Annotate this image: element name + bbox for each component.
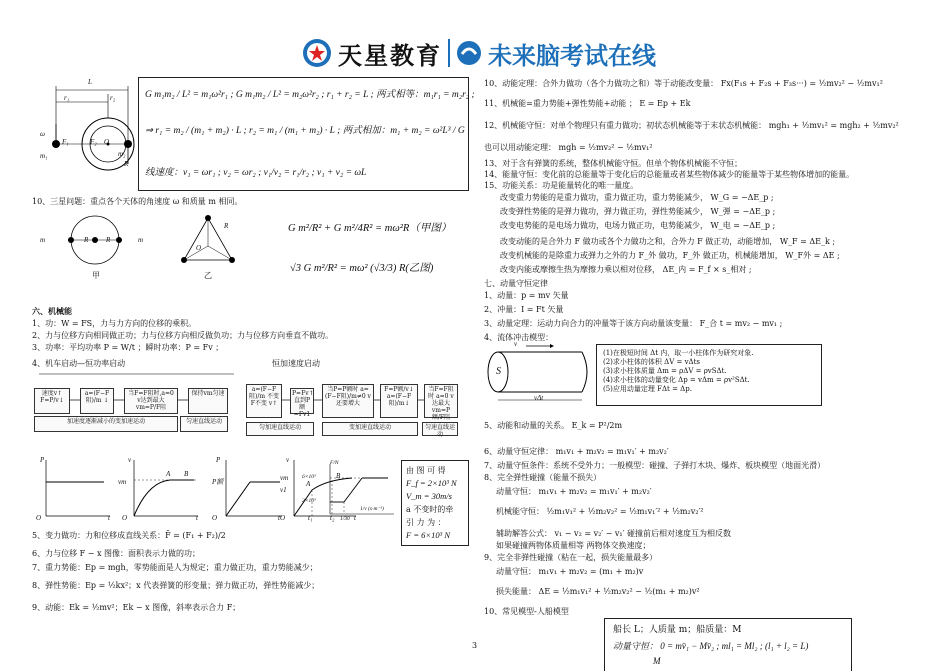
r-mom-7: 7、动量守恒条件：系统不受外力；一般模型：碰撞、子弹打木块、爆炸、板块模型（地面光滑） (484, 461, 826, 470)
graph-note-line-6: F = 6×10³ N (406, 530, 451, 540)
r-relation-2: 改变弹性势能的是弹力做功，弹力做正功，弹性势能减少， W_弹 = −ΔE_p ; (500, 207, 776, 216)
fluid-label-vdt: vΔt (534, 394, 544, 402)
flow-ca-box-5: 当F=F阻时 a=0 v达最大 vm=P额/F阻 (424, 384, 458, 418)
g3-xlabel: t (278, 514, 280, 522)
graph-note-line-4: a 不变时的牵 (406, 505, 454, 514)
flow-ca-box-2: P=Fv↑直到P额=Fv1 (292, 390, 314, 418)
label-m2: m₂ (118, 150, 126, 158)
r-item-15: 15、功能关系：功是能量转化的唯一量度。 (484, 181, 639, 190)
label-R: R (124, 160, 129, 168)
fluid-steps-box (596, 344, 822, 406)
flow-cp-box-1: 速度v↑ F=P/v↓ (34, 388, 70, 414)
r-mom-3: 3、动量定理：运动力向合力的冲量等于该方向动量该变量： F_合 t = mv₂ − mv₁ ; (484, 319, 783, 328)
item-5-variable-force: 5、变力做功：力和位移成直线关系：F̄ = (F₁ + F₂)/2 (32, 531, 226, 540)
item-7-gravity-pe: 7、重力势能：Ep = mgh，零势能面是人为规定；重力做正功，重力势能减少； (32, 563, 318, 572)
flow-ca-box-4: F=P额/v↓ a=(F−F阻)/m↓ (380, 384, 418, 418)
brand-tianxing: 天星教育 (338, 40, 442, 70)
graph-note-line-3: V_m = 30m/s (406, 491, 452, 501)
force-inverse-v-graph (322, 462, 396, 524)
item-2-sign: 2、力与位移方向相同做正功；力与位移方向相反做负功；力与位移方向垂直不做功。 (32, 331, 334, 340)
fluid-label-S: S (496, 366, 501, 377)
label-F1: F₁ (62, 138, 69, 146)
r-mom-8-equal-mass: 如果碰撞两物体质量相等 两物体交换速度； (496, 541, 651, 550)
binary-star-equations-box (138, 77, 475, 191)
label-m1: m₁ (40, 152, 48, 160)
r-relation-6: 改变内能或摩擦生热为摩擦力乘以相对位移， ΔE_内 = F_f × s_相对 ; (500, 265, 752, 274)
g4-B: B (336, 472, 341, 480)
graph-note-line-2: F_f = 2×10³ N (406, 478, 457, 488)
item-10-three-star: 10、三星问题：重点各个天体的角速度 ω 和质量 m 相同。 (32, 197, 243, 206)
r-alt-kinetic-theorem: 也可以用动能定理： mgh = ½mv₂² − ½mv₁² (484, 143, 653, 152)
g2-vm: vm (118, 478, 127, 486)
g5-tick-2e3: 2×10³ (302, 498, 316, 504)
r-item-12: 12、机械能守恒：对单个物理只有重力做功；初状态机械能等于末状态机械能： mgh₁ + ½mv₁² = mgh₂ + ½mv₂² (484, 121, 899, 130)
three-star-jia-diagram (50, 212, 140, 272)
g2-A: A (166, 470, 171, 478)
g1-origin: O (36, 514, 42, 522)
three-star-eq-jia: G m²/R² + G m²/4R² = mω²R（甲图） (288, 223, 452, 234)
binary-eq-3: 线速度：v₁ = ωr₁ ; v₂ = ωr₂ ; v₁/v₂ = r₁/r₂ ; v₁ + v₂ = ωL (145, 168, 367, 178)
g2-B: B (184, 470, 189, 478)
flow-cp-box-2: a=(F−F阻)/m ↓ (80, 388, 114, 414)
r-mom-2: 2、冲量：I = Ft 矢量 (484, 305, 564, 314)
r-relation-3: 改变电势能的是电场力做功，电场力做正功，电势能减少， W_电 = −ΔE_p ; (500, 221, 776, 230)
header-divider (448, 39, 450, 67)
r-mom-8-aux: 辅助解答公式： v₁ − v₂ = v₂′ − v₁′ 碰撞前后相对速度互为相反数 (496, 529, 731, 538)
section-7-title: 七、动量守恒定律 (484, 279, 548, 288)
jia-label-R-left: R (84, 236, 89, 244)
const-accel-title: 恒加速度启动 (272, 359, 320, 368)
three-star-yi-diagram (178, 214, 238, 266)
emblem-icon (302, 38, 332, 68)
item-1-work: 1、功：W = FS，力与力方向的位移的乘积。 (32, 319, 197, 328)
item-6-fx-graph: 6、力与位移 F − x 图像：面积表示力做的功； (32, 549, 201, 558)
car-start-flowcharts (34, 370, 458, 450)
label-F2: F₂ (90, 138, 97, 146)
r-item-13: 13、对于含有弹簧的系统，整体机械能守恒。但单个物体机械能不守恒； (484, 159, 743, 168)
r-relation-5: 改变机械能的是除重力或弹力之外的力 F_外 做功，F_外 做正功，机械能增加， W_F外 = ΔE ; (500, 251, 840, 260)
boat-line-2: 动量守恒： 0 = mv̄₁ − Mv̄₂ ; ml₁ = Ml₂ ; (l₁ + l₂ = L) (613, 641, 809, 651)
label-omega: ω (40, 130, 45, 138)
fluid-label-v: v (514, 340, 518, 348)
r-relation-4: 改变动能的是合外力 F 做功或各个力做功之和，合外力 F 做正功，动能增加， W_F = ΔE_k ; (500, 237, 836, 246)
binary-eq-1: G m₁m₂ / L² = m₁ω²r₁ ; G m₁m₂ / L² = m₂ω²r₂ ; r₁ + r₂ = L ; 两式相等：m₁r₁ = m₂r₂ ; (145, 90, 475, 100)
label-L: L (88, 78, 92, 86)
g2-ylabel: v (128, 456, 132, 464)
three-star-eq-yi: √3 G m²/R² = mω² (√3/3) R(乙图) (290, 263, 434, 274)
r-mom-8: 8、完全弹性碰撞（能量不损失） (484, 473, 602, 482)
g3-pe: P额 (212, 478, 224, 486)
r-mom-5: 5、动能和动量的关系。 E_k = P²/2m (484, 421, 623, 430)
brand-weilainao: 未来脑考试在线 (488, 42, 656, 70)
flow-ca-box-3: 当P=P额时 a=(F−F阻)/m≠0 v还要增大 (322, 384, 374, 418)
brain-logo-icon (456, 40, 482, 66)
graph-note-line-5: 引 力 为 ： (406, 518, 446, 527)
r-mom-4: 4、流体冲击模型： (484, 333, 554, 342)
r-mom-1: 1、动量：p = mv 矢量 (484, 291, 569, 300)
yi-label-R: R (224, 222, 229, 230)
g2-origin: O (122, 514, 128, 522)
flow-cp-box-4: 保持vm匀速 (188, 388, 228, 414)
page-number: 3 (472, 641, 478, 650)
r-mom-10: 10、常见模型-人船模型 (484, 607, 569, 616)
r-relation-1: 改变重力势能的是重力做功，重力做正功，重力势能减少， W_G = −ΔE_p ; (500, 193, 774, 202)
g4-t1: t₁ (308, 514, 313, 522)
flow-ca-under-1: 匀加速直线运动 (246, 422, 314, 436)
r-mom-6: 6、动量守恒定律： m₁v₁ + m₂v₂ = m₁v₁′ + m₂v₂′ (484, 447, 669, 456)
section-6-title: 六、机械能 (32, 306, 72, 316)
g4-xlabel: t (354, 514, 356, 522)
fluid-step-2: (2)求小柱体的体积 ΔV = vΔts (603, 358, 700, 366)
flow-cp-box-3: 当F=F阻时,a=0 v达到最大vm=P/F阻 (124, 388, 178, 414)
graph-note-line-1: 由 图 可 得 (406, 466, 446, 475)
boat-model-box (604, 618, 852, 671)
r-mom-9-momentum: 动量守恒： m₁v₁ + m₂v₂ = (m₁ + m₂)v (496, 567, 644, 576)
boat-line-1: 船长 L；人质量 m；船质量：M (613, 625, 742, 635)
g4-A: A (306, 480, 311, 488)
g3-ylabel: P (216, 456, 221, 464)
g2-xlabel: t (196, 514, 198, 522)
flow-ca-box-1: a=(F−F阻)/m 不变 F不变 v↑ (246, 384, 282, 418)
label-yi: 乙 (204, 271, 212, 280)
label-O: O (104, 138, 110, 146)
label-jia: 甲 (92, 271, 100, 280)
r-mom-8-energy: 机械能守恒： ½m₁v₁² + ½m₂v₂² = ½m₁v₁′² + ½m₂v₂′² (496, 507, 704, 516)
g4-v1: v1 (280, 486, 287, 494)
r-item-11: 11、机械能=重力势能+弹性势能+动能 ； E = Ep + Ek (484, 99, 691, 108)
item-8-elastic-pe: 8、弹性势能：Ep = ½kx²；x 代表弹簧的形变量；弹力做正功，弹性势能减少； (32, 581, 320, 590)
g4-origin: O (280, 514, 286, 522)
flow-ca-under-3: 匀速直线运动 (422, 422, 458, 436)
g5-xlabel: 1/v (s·m⁻¹) (360, 506, 384, 512)
flow-cp-under-2: 匀速直线运动 (180, 416, 228, 432)
fluid-step-3: (3)求小柱体质量 Δm = ρΔV = ρvSΔt. (603, 367, 727, 375)
r-mom-9: 9、完全非弹性碰撞（粘在一起，损失能量最多） (484, 553, 658, 562)
g4-ylabel: v (286, 456, 290, 464)
item-9-kinetic: 9、动能：Ek = ½mv²；Ek − x 图像，斜率表示合力 F； (32, 603, 241, 612)
fluid-step-1: (1)在极短时间 Δt 内，取一小柱体作为研究对象. (603, 349, 754, 357)
r-mom-8-momentum: 动量守恒： m₁v₁ + m₂v₂ = m₁v₁′ + m₂v₂′ (496, 487, 652, 496)
g4-vm: vm (280, 474, 289, 482)
yi-label-O: O (196, 244, 202, 252)
graph-note-box (401, 460, 469, 546)
flow-ca-under-2: 变加速直线运动 (322, 422, 418, 436)
boat-line-3: M (653, 656, 661, 666)
item-4-car-start: 4、机车启动—恒功率启动 (32, 359, 126, 368)
r-mom-9-loss: 损失能量： ΔE = ½m₁v₁² + ½m₂v₂² − ½(m₁ + m₂)v² (496, 587, 700, 596)
jia-label-m-right: m (138, 236, 144, 244)
g5-tick-6e3: 6×10³ (302, 474, 316, 480)
jia-label-R-right: R (106, 236, 111, 244)
fluid-step-5: (5)应用动量定理 FΔt = Δp. (603, 385, 692, 393)
g5-ylabel: F/N (330, 460, 339, 466)
jia-label-m-left: m (40, 236, 46, 244)
header-logo (302, 36, 656, 70)
binary-eq-2: ⇒ r₁ = m₂ / (m₁ + m₂) · L ; r₂ = m₁ / (m₁ + m₂) · L ; 两式相加：m₁ + m₂ = ω²L³ / G (145, 126, 465, 136)
r-item-14: 14、能量守恒：变化前的总能量等于变化后的总能量或者某些物体减少的能量等于某些物体增加的能量。 (484, 170, 855, 179)
label-r1: r₁ (64, 94, 70, 102)
g1-xlabel: t (108, 514, 110, 522)
g4-t2: t₂ (330, 514, 335, 522)
g1-ylabel: P (40, 456, 45, 464)
flow-cp-under-1: 加速度逐渐减小的变加速运动 (34, 416, 178, 432)
fluid-step-4: (4)求小柱体的动量变化 Δp = vΔm = ρv²SΔt. (603, 376, 750, 384)
r-item-10: 10、动能定理：合外力做功（各个力做功之和）等于动能改变量： Fx(F₁s + F₂s + F₃s···) = ½mv₂² − ½mv₁² (484, 79, 883, 88)
g5-tick-1-30: 1/30 (340, 516, 350, 522)
label-r2: r₂ (110, 94, 116, 102)
item-3-power: 3、功率：平均功率 P = W/t ；瞬时功率：P = Fv ； (32, 343, 224, 352)
g3-origin: O (212, 514, 218, 522)
